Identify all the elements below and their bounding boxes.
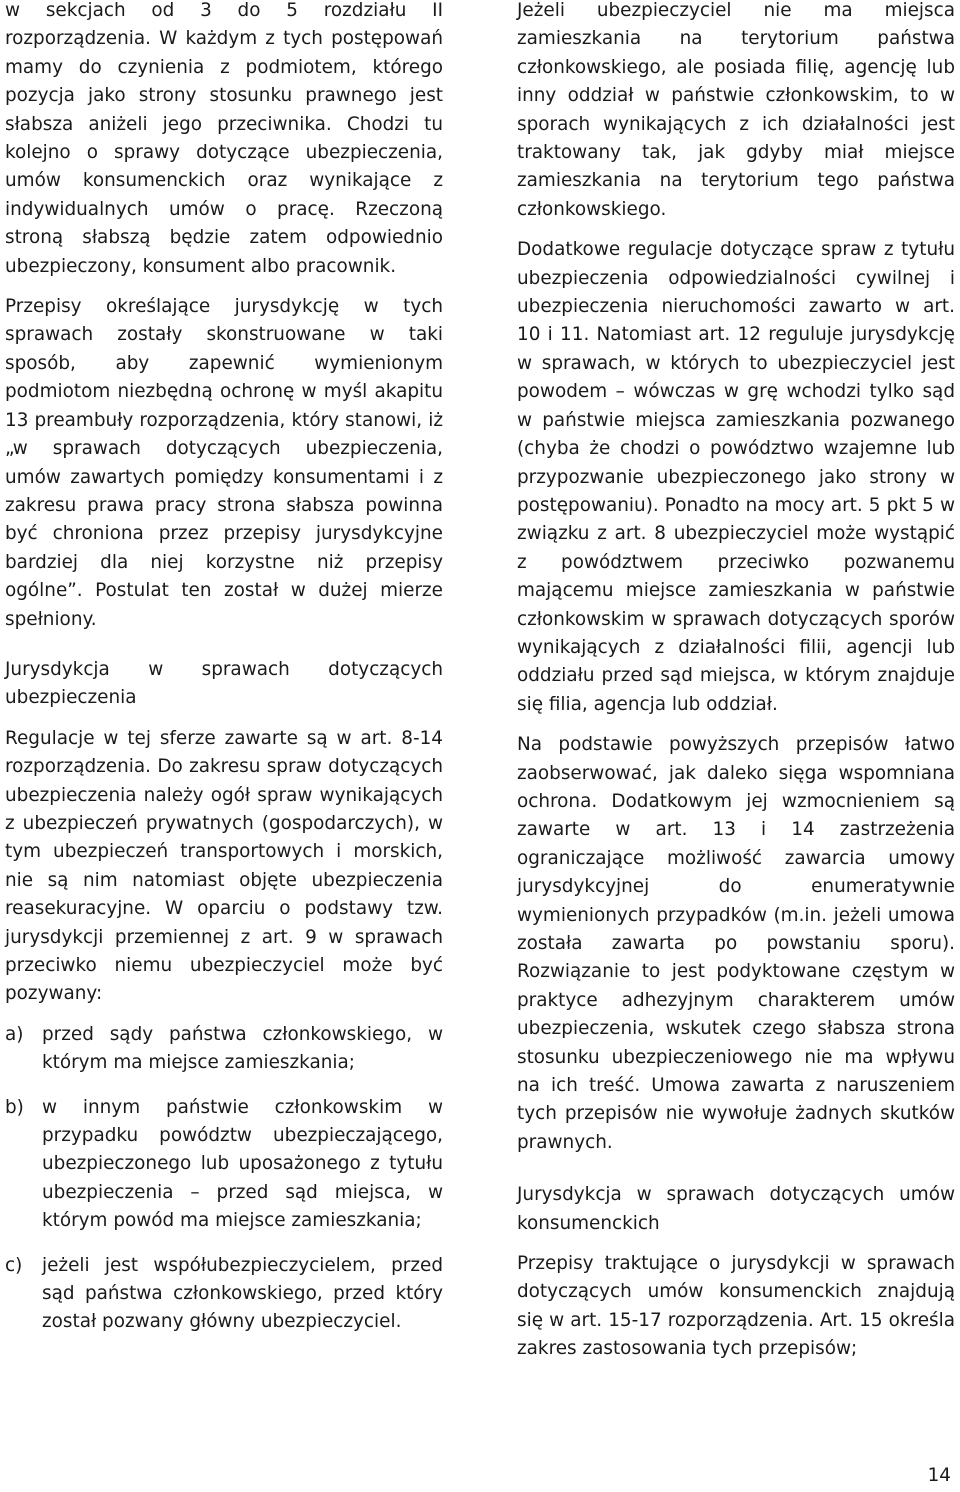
- paragraph: Regulacje w tej sferze zawarte są w art. 8-14 rozporządzenia. Do zakresu spraw dotyczących ubezpieczenia należy ogół spraw wynikających z ubezpieczeń prywatnych (gospodarczych), w tym ubezpieczeń transportowych i morskich, nie są nim natomiast objęte ubezpieczenia reasekuracyjne. W oparciu o podstawy tzw. jurysdykcji przemiennej z art. 9 w sprawach przeciwko niemu ubezpieczyciel może być pozywany:: [5, 727, 443, 1005]
- document-page: [5, 0, 957, 1492]
- list-item: [5, 1252, 443, 1337]
- paragraph: Na podstawie powyższych przepisów łatwo zaobserwować, jak daleko sięga wspomniana ochrona. Dodatkowym jej wzmocnieniem są zawarte w art. 13 i 14 zastrzeżenia ograniczające możliwość zawarcia umowy jurysdykcyjnej do enumeratywnie wymienionych przypadków (m.in. jeżeli umowa została zawarta po powstaniu sporu). Rozwiązanie to jest podyktowane częstym w praktyce adhezyjnym charakterem umów ubezpieczenia, wskutek czego słabsza strona stosunku ubezpieczeniowego nie ma wpływu na ich treść. Umowa zawarta z naruszeniem tych przepisów nie wywołuje żadnych skutków prawnych.: [517, 734, 955, 1153]
- list-item-text: w innym państwie członkowskim w przypadku powództw ubezpieczającego, ubezpieczonego lub uposażonego z tytułu ubezpieczenia – przed sąd miejsca, w którym powód ma miejsce zamieszkania;: [42, 1096, 443, 1232]
- paragraph: Przepisy traktujące o jurysdykcji w sprawach dotyczących umów konsumenckich znajdują się w art. 15-17 rozporządzenia. Art. 15 określa zakres zastosowania tych przepisów;: [517, 1253, 955, 1360]
- list-item: [5, 1094, 443, 1236]
- paragraph: Dodatkowe regulacje dotyczące spraw z tytułu ubezpieczenia odpowiedzialności cywilnej i ubezpieczenia nieruchomości zawarto w art. 10 i 11. Natomiast art. 12 reguluje jurysdykcję w sprawach, w których to ubezpieczyciel jest powodem – wówczas w grę wchodzi tylko sąd w państwie miejsca zamieszkania pozwanego (chyba że chodzi o powództwo wzajemne lub przypozwanie ubezpieczonego jako strony w postępowaniu). Ponadto na mocy art. 5 pkt 5 w związku z art. 8 ubezpieczyciel może wystąpić z powództwem przeciwko pozwanemu mającemu miejsce zamieszkania w państwie członkowskim w sprawach dotyczących sporów wynikających z działalności filii, agencji lub oddziału przed sąd miejsca, w którym znajduje się filia, agencja lub oddział.: [517, 239, 955, 715]
- list-item-text: przed sądy państwa członkowskiego, w którym ma miejsce zamieszkania;: [42, 1023, 443, 1074]
- section-heading: Jurysdykcja w sprawach dotyczących umów konsumenckich: [517, 1184, 955, 1234]
- paragraph: Jeżeli ubezpieczyciel nie ma miejsca zamieszkania na terytorium państwa członkowskiego, ale posiada filię, agencję lub inny oddział w państwie członkowskim, to w sporach wynikających z ich działalności jest traktowany tak, jak gdyby miał miejsce zamieszkania na terytorium tego państwa członkowskiego.: [517, 0, 955, 220]
- lettered-list: [5, 1021, 443, 1337]
- list-marker: a): [5, 1023, 24, 1045]
- list-item-text: jeżeli jest współubezpieczycielem, przed sąd państwa członkowskiego, przed który został pozwany główny ubezpieczyciel.: [42, 1254, 443, 1333]
- list-marker: c): [5, 1254, 23, 1276]
- paragraph: w sekcjach od 3 do 5 rozdziału II rozporządzenia. W każdym z tych postępowań mamy do czynienia z podmiotem, którego pozycja jako strony stosunku prawnego jest słabsza aniżeli jego przeciwnika. Chodzi tu kolejno o sprawy dotyczące ubezpieczenia, umów konsumenckich oraz wynikające z indywidualnych umów o pracę. Rzeczoną stroną słabszą będzie zatem odpowiednio ubezpieczony, konsument albo pracownik.: [5, 0, 443, 277]
- list-item: [5, 1021, 443, 1078]
- paragraph: Przepisy określające jurysdykcję w tych sprawach zostały skonstruowane w taki sposób, aby zapewnić wymienionym podmiotom niezbędną ochronę w myśl akapitu 13 preambuły rozporządzenia, który stanowi, iż „w sprawach dotyczących ubezpieczenia, umów zawartych pomiędzy konsumentami i z zakresu prawa pracy strona słabsza powinna być chroniona przez przepisy jurysdykcyjne bardziej dla niej korzystne niż przepisy ogólne”. Postulat ten został w dużej mierze spełniony.: [5, 296, 443, 630]
- list-marker: b): [5, 1096, 24, 1118]
- page-number: 14: [927, 1465, 951, 1486]
- left-column: [5, 0, 443, 1353]
- section-heading: Jurysdykcja w sprawach dotyczących ubezpieczenia: [5, 658, 443, 709]
- right-column: [517, 0, 955, 1376]
